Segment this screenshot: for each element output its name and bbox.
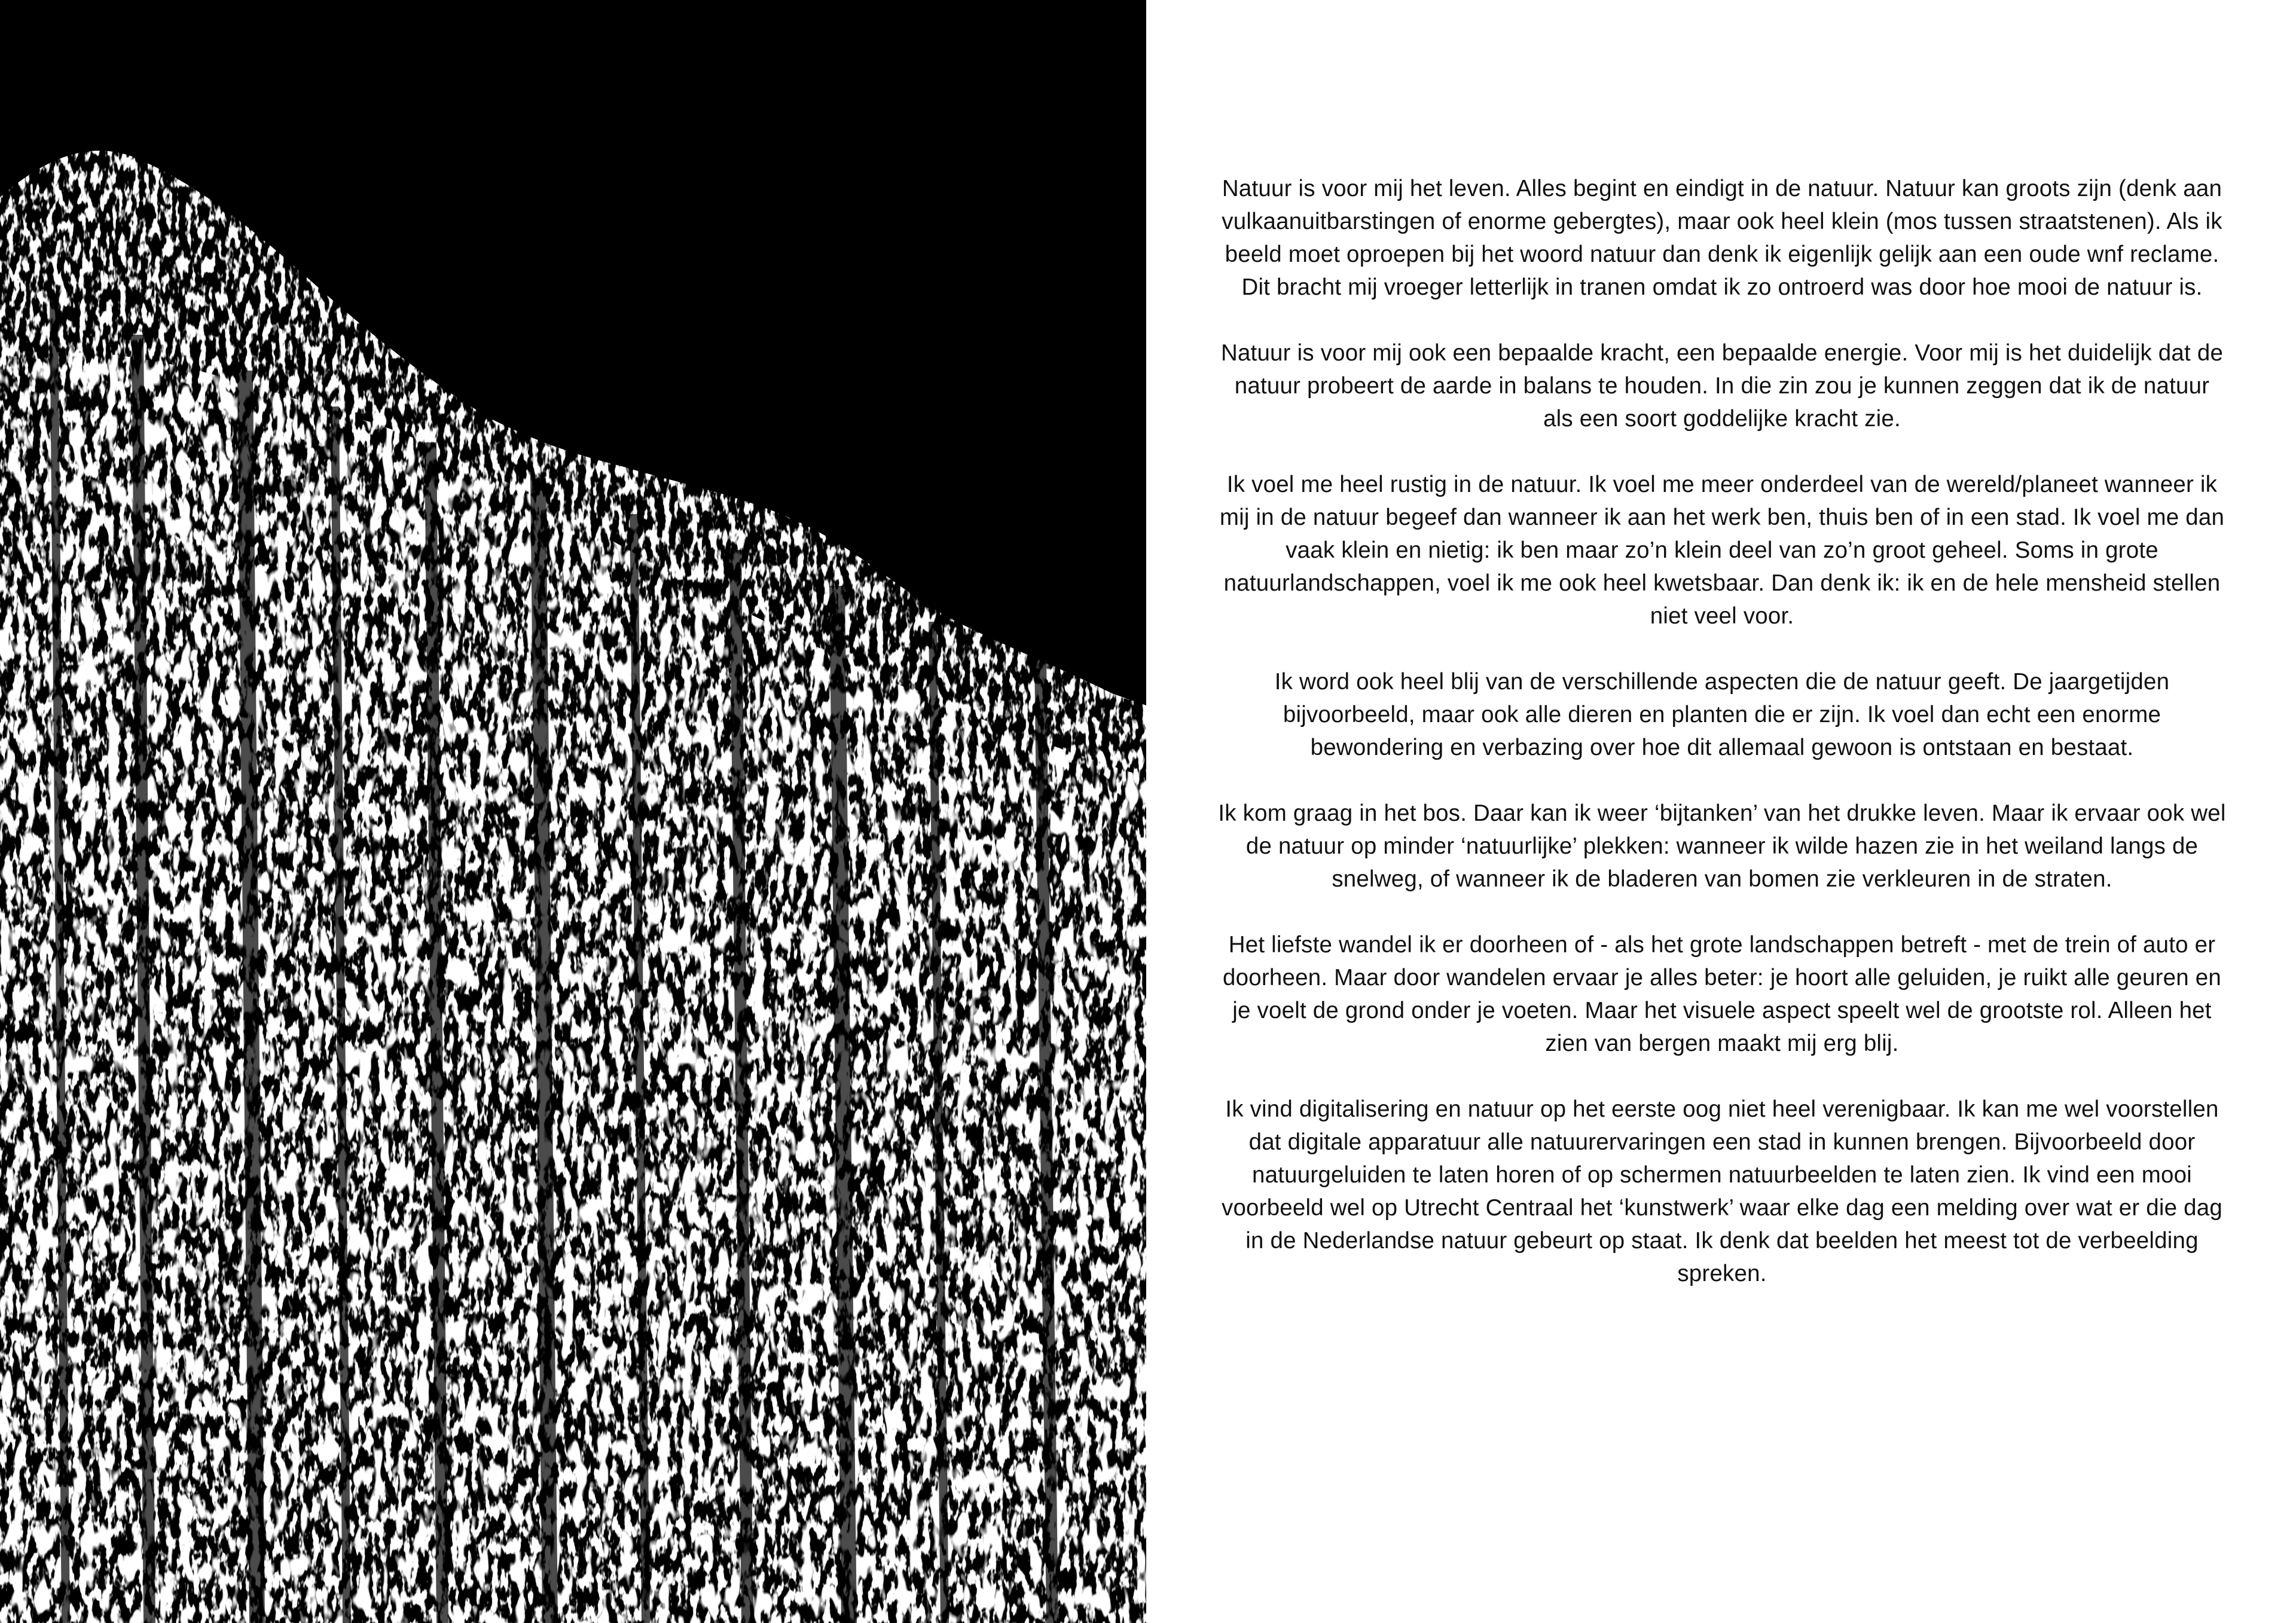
paragraph-2: Natuur is voor mij ook een bepaalde kracht, een bepaalde energie. Voor mij is het duidelijk dat de natuur probeert de aarde in balans te houden. In die zin zou je kunnen zeggen dat ik de natuur als een soort goddelijke kracht zie. (1220, 340, 2224, 432)
paragraph-7: Ik vind digitalisering en natuur op het eerste oog niet heel verenigbaar. Ik kan me wel voorstellen dat digitale apparatuur alle natuurervaringen een stad in kunnen brengen. Bijvoorbeeld door natuurgeluiden te laten horen of op schermen natuurbeelden te laten zien. Ik vind een mooi voorbeeld wel op Utrecht Centraal het ‘kunstwerk’ waar elke dag een melding over wat er die dag in de Nederlandse natuur gebeurt op staat. Ik denk dat beelden het meest tot de verbeelding spreken. (1222, 1096, 2222, 1286)
text-page (1146, 0, 2296, 1623)
paragraph-6: Het liefste wandel ik er doorheen of - als het grote landschappen betreft - met de trein of auto er doorheen. Maar door wandelen ervaar je alles beter: je hoort alle geluiden, je ruikt alle geuren en je voelt de grond onder je voeten. Maar het visuele aspect speelt wel de grootste rol. Alleen het zien van bergen maakt mij erg blij. (1223, 932, 2221, 1056)
paragraph-5: Ik kom graag in het bos. Daar kan ik weer ‘bijtanken’ van het drukke leven. Maar ik ervaar ook wel de natuur op minder ‘natuurlijke’ plekken: wanneer ik wilde hazen zie in het weiland langs de snelweg, of wanneer ik de bladeren van bomen zie verkleuren in de straten. (1218, 800, 2226, 892)
paragraph-4: Ik word ook heel blij van de verschillende aspecten die de natuur geeft. De jaargetijden bijvoorbeeld, maar ook alle dieren en planten die er zijn. Ik voel dan echt een enorme bewondering en verbazing over hoe dit allemaal gewoon is ontstaan en bestaat. (1274, 669, 2170, 760)
forest-photo (0, 0, 1146, 1623)
essay-text (1217, 172, 2227, 1290)
forest-photo-page (0, 0, 1146, 1623)
paragraph-1: Natuur is voor mij het leven. Alles begint en eindigt in de natuur. Natuur kan groots zijn (denk aan vulkaanuitbarstingen of enorme gebergtes), maar ook heel klein (mos tussen straatstenen). Als ik beeld moet oproepen bij het woord natuur dan denk ik eigenlijk gelijk aan een oude wnf reclame. Dit bracht mij vroeger letterlijk in tranen omdat ik zo ontroerd was door hoe mooi de natuur is. (1222, 176, 2222, 300)
paragraph-3: Ik voel me heel rustig in de natuur. Ik voel me meer onderdeel van de wereld/planeet wanneer ik mij in de natuur begeef dan wanneer ik aan het werk ben, thuis ben of in een stad. Ik voel me dan vaak klein en nietig: ik ben maar zo’n klein deel van zo’n groot geheel. Soms in grote natuurlandschappen, voel ik me ook heel kwetsbaar. Dan denk ik: ik en de hele mensheid stellen niet veel voor. (1219, 472, 2225, 629)
